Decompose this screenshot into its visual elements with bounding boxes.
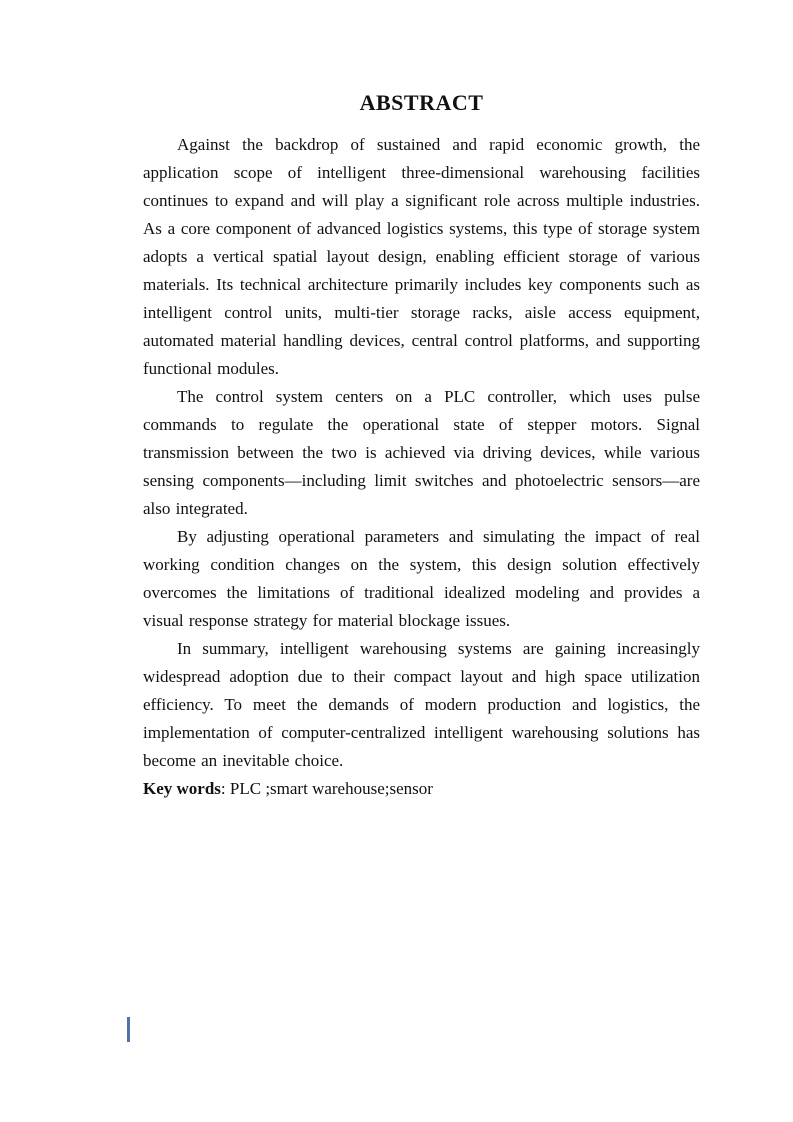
paragraph-1[interactable]: Against the backdrop of sustained and rapid economic growth, the application scope of intelligent three-dimensional warehousing facilities continues to expand and will play a significant role across multiple industries. As a core component of advanced logistics systems, this type of storage system adopts a vertical spatial layout design, enabling efficient storage of various materials. Its technical architecture primarily includes key components such as intelligent control units, multi-tier storage racks, aisle access equipment, automated material handling devices, central control platforms, and supporting functional modules. — [143, 135, 700, 378]
keywords-label: Key words — [143, 779, 221, 798]
paragraph-2[interactable]: The control system centers on a PLC controller, which uses pulse commands to regulate the operational state of stepper motors. Signal transmission between the two is achieved via driving devices, while various sensing components—including limit switches and photoelectric sensors—are also integrated. — [143, 387, 700, 518]
keywords-value: : PLC ;smart warehouse;sensor — [220, 779, 433, 798]
keywords-line[interactable] — [143, 775, 700, 803]
text-cursor — [127, 1017, 130, 1042]
paragraph-4[interactable]: In summary, intelligent warehousing systems are gaining increasingly widespread adoption due to their compact layout and high space utilization efficiency. To meet the demands of modern production and logistics, the implementation of computer-centralized intelligent warehousing solutions has become an inevitable choice. — [143, 639, 700, 770]
paragraph-3[interactable]: By adjusting operational parameters and simulating the impact of real working condition changes on the system, this design solution effectively overcomes the limitations of traditional idealized modeling and provides a visual response strategy for material blockage issues. — [143, 527, 700, 630]
page-title: ABSTRACT — [359, 90, 484, 115]
